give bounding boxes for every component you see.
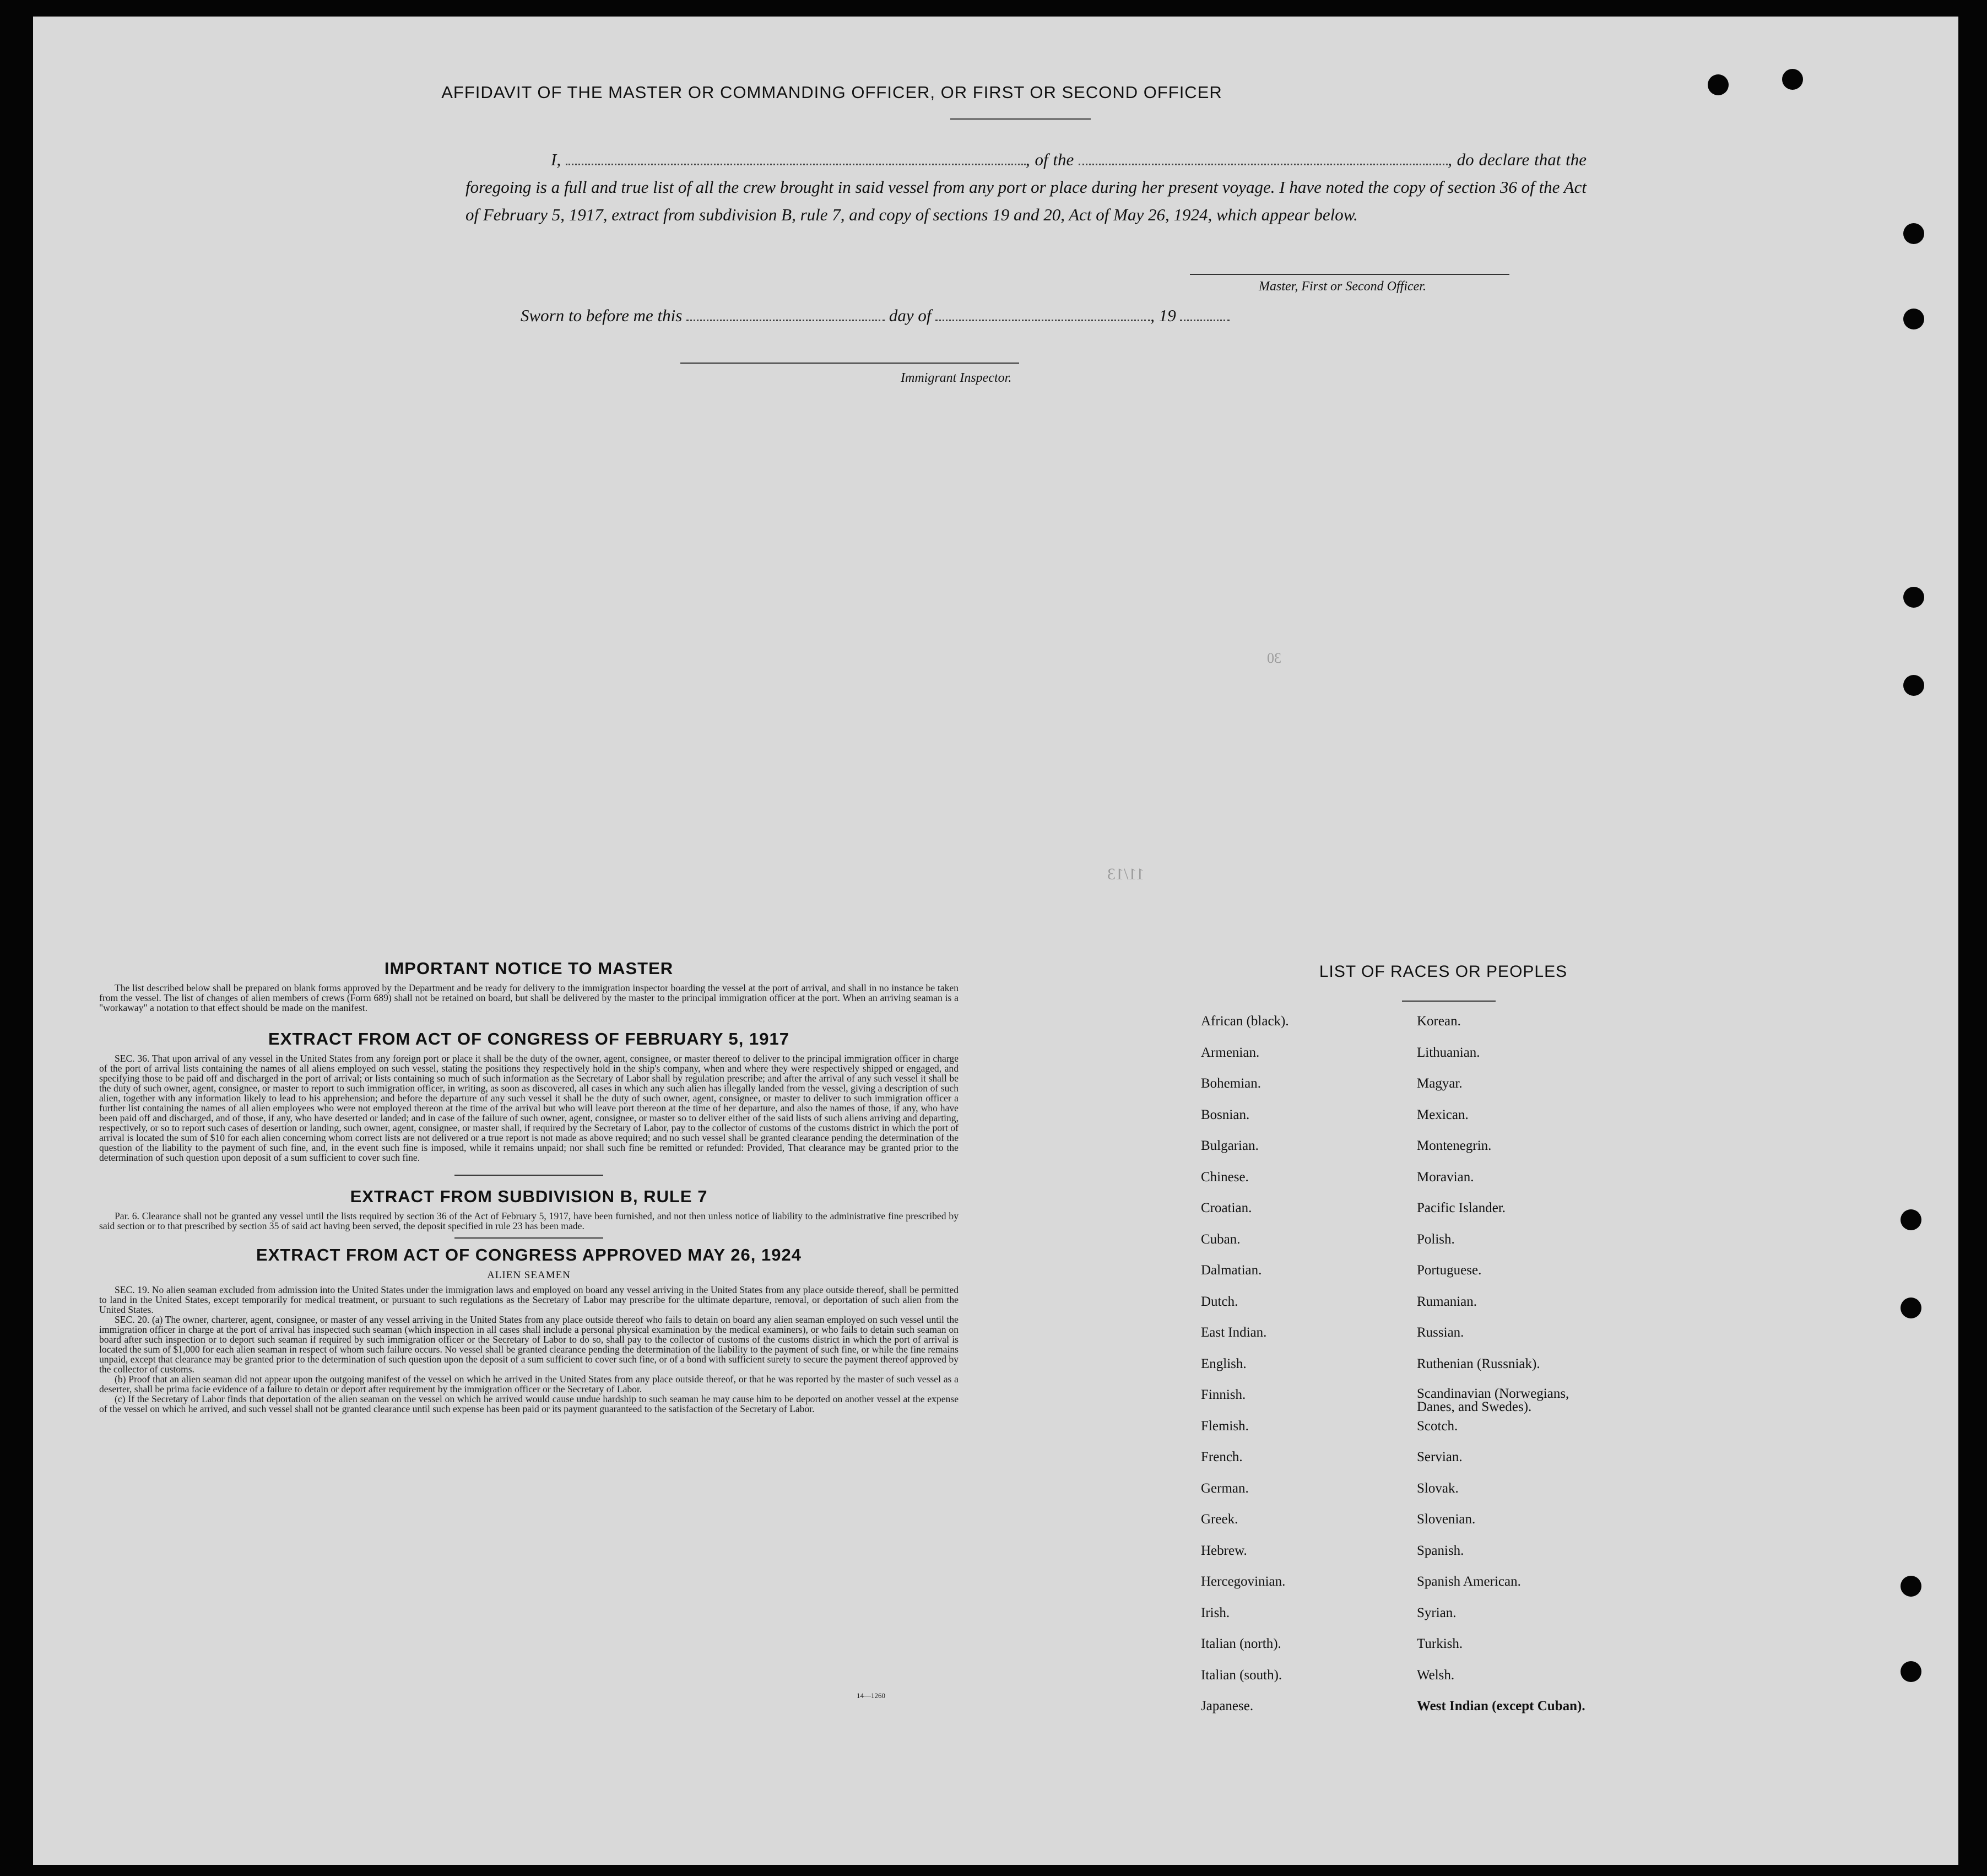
affidavit-statement: that the foregoing is a full and true list of all the crew brought in said vessel from any port or place during her present voyage. I have noted the copy of section 36 of the Act of February 5, 1917, extract from subdivision B, rule 7, and copy of sections 19 and 20, Act of May 26, 1924, which appear below. xyxy=(465,150,1587,224)
sworn-day-blank[interactable] xyxy=(686,306,885,321)
race-item: German. xyxy=(1201,1480,1249,1496)
notice-column xyxy=(99,959,959,1414)
sec20c-text: (c) If the Secretary of Labor finds that deportation of the alien seaman on the vessel on which he arrived would cause undue hardship to such seaman he may cause him to be deported on another vessel at the expense of the vessel on which he arrived, and such vessel shall not be granted clearance until such expense has been paid or its payment guaranteed to the satisfaction of the Secretary of Labor. xyxy=(99,1393,959,1414)
race-item: Dalmatian. xyxy=(1201,1263,1262,1278)
master-signature-label: Master, First or Second Officer. xyxy=(1259,279,1426,294)
punch-hole xyxy=(1903,223,1924,244)
race-item: Spanish American. xyxy=(1417,1574,1521,1589)
punch-hole xyxy=(1782,69,1803,90)
race-item: Italian (south). xyxy=(1201,1667,1282,1683)
race-item: Turkish. xyxy=(1417,1636,1463,1651)
race-item: Cuban. xyxy=(1201,1231,1241,1247)
faint-date: 11/13 xyxy=(1107,865,1145,883)
race-item: Syrian. xyxy=(1417,1605,1457,1620)
race-item: Hebrew. xyxy=(1201,1543,1247,1558)
punch-hole xyxy=(1903,309,1924,329)
inspector-label: Immigrant Inspector. xyxy=(901,371,1012,385)
race-item: Bulgarian. xyxy=(1201,1138,1259,1153)
race-item: Welsh. xyxy=(1417,1667,1455,1683)
punch-hole xyxy=(1708,74,1729,95)
race-item: Hercegovinian. xyxy=(1201,1574,1286,1589)
sec19-text: SEC. 19. No alien seaman excluded from admission into the United States under the immigration laws and employed on board any vessel arriving in the United States from any place outside thereof, shall be permitted to land in the United States, except temporarily for medical treatment, or pursuant to such regulations as the Secretary of Labor may prescribe for the ultimate departure, removal, or deportation of such alien from the United States. xyxy=(99,1284,959,1315)
sec20a-text: SEC. 20. (a) The owner, charterer, agent, consignee, or master of any vessel arriving in the United States from any place outside thereof who fails to detain on board any alien seaman employed on such vessel until the immigration officer in charge at the port of arrival has inspected such seaman (which inspection in all cases shall include a personal physical examination by the medical examiners), or who fails to detain such seaman on board after such inspection or to deport such seaman if required by such immigration officer or the Secretary of Labor to do so, shall pay to the collector of customs of the customs district in which the port of arrival is located the sum of $1,000 for each alien seaman in respect of whom such failure occurs. No vessel shall be granted clearance pending the determination of the liability to the payment of such fine, or while the fine remains unpaid, except that clearance may be granted prior to the determination of such question upon the deposit of a sum sufficient to cover such fine, or of a bond with sufficient surety to secure the payment thereof approved by the collector of customs. xyxy=(99,1314,959,1375)
of-the-label: , of the xyxy=(1025,150,1074,169)
race-item: Irish. xyxy=(1201,1605,1230,1620)
race-item: Flemish. xyxy=(1201,1418,1249,1434)
race-item: Rumanian. xyxy=(1417,1294,1477,1309)
sworn-label: Sworn to before me this xyxy=(521,306,683,325)
race-item: Bohemian. xyxy=(1201,1076,1261,1091)
race-item: French. xyxy=(1201,1450,1243,1464)
master-signature-line[interactable] xyxy=(1190,274,1509,275)
race-item: Magyar. xyxy=(1417,1076,1463,1091)
section-divider xyxy=(454,1237,603,1239)
faint-number: 30 xyxy=(1267,650,1281,666)
affidavit-body xyxy=(465,146,1587,229)
race-item: Mexican. xyxy=(1417,1107,1469,1122)
punch-hole xyxy=(1903,587,1924,608)
punch-hole xyxy=(1901,1209,1921,1230)
races-title-underline xyxy=(1402,1001,1496,1002)
race-item: Lithuanian. xyxy=(1417,1045,1480,1060)
race-item: Korean. xyxy=(1417,1014,1461,1029)
race-item: Slovak. xyxy=(1417,1480,1459,1496)
rule7-text: Par. 6. Clearance shall not be granted any vessel until the lists required by section 36 of the Act of February 5, 1917, have been furnished, and not then unless notice of liability to the administrative fine prescribed by said section or to that prescribed by section 35 of said act having been served, the deposit specified in rule 23 has been made. xyxy=(99,1210,959,1231)
extract-1924-title: EXTRACT FROM ACT OF CONGRESS APPROVED MAY 26, 1924 xyxy=(256,1245,802,1264)
race-item: Croatian. xyxy=(1201,1201,1252,1215)
title-underline xyxy=(950,118,1091,120)
race-item: Russian. xyxy=(1417,1325,1464,1340)
race-item: Scandinavian (Norwegians, Danes, and Swedes). xyxy=(1417,1386,1569,1414)
race-item: Montenegrin. xyxy=(1417,1138,1492,1153)
name-blank[interactable] xyxy=(566,150,1026,165)
race-item: Portuguese. xyxy=(1417,1263,1482,1278)
race-item: Servian. xyxy=(1417,1450,1463,1464)
race-item: Slovenian. xyxy=(1417,1512,1476,1527)
race-item: Italian (north). xyxy=(1201,1636,1281,1651)
form-page xyxy=(33,17,1958,1865)
race-item: Ruthenian (Russniak). xyxy=(1417,1356,1540,1371)
race-item: Polish. xyxy=(1417,1231,1455,1247)
inspector-signature-line[interactable] xyxy=(680,363,1019,364)
race-item: African (black). xyxy=(1201,1014,1289,1029)
year-label: , 19 xyxy=(1150,306,1176,325)
race-item: Dutch. xyxy=(1201,1294,1238,1309)
notice-text: The list described below shall be prepared on blank forms approved by the Department and be ready for delivery to the immigration inspector boarding the vessel at the port of arrival, and shall in no instance be taken from the vessel. The list of changes of alien members of crews (Form 689) shall not be retained on board, but shall be delivered by the master to the principal immigration officer at the port. When an arriving seaman is a "workaway" a notation to that effect should be made on the manifest. xyxy=(99,982,959,1013)
sworn-month-blank[interactable] xyxy=(935,306,1150,321)
do-declare-label: , do declare xyxy=(1448,150,1530,169)
punch-hole xyxy=(1901,1576,1921,1597)
race-item: Chinese. xyxy=(1201,1169,1249,1185)
punch-hole xyxy=(1901,1297,1921,1318)
race-item: Greek. xyxy=(1201,1512,1238,1527)
form-number: 14—1260 xyxy=(857,1691,885,1700)
race-item: Armenian. xyxy=(1201,1045,1260,1060)
rule7-title: EXTRACT FROM SUBDIVISION B, RULE 7 xyxy=(350,1187,708,1206)
alien-seamen-subtitle: ALIEN SEAMEN xyxy=(487,1269,571,1281)
extract-1917-text: SEC. 36. That upon arrival of any vessel in the United States from any foreign port or place it shall be the duty of the owner, agent, consignee, or master thereof to deliver to the principal immigration officer in charge of the port of arrival lists containing the names of all aliens employed on such vessel, stating the positions they respectively hold in the ship's company, when and where they were respectively shipped or engaged, and specifying those to be paid off and discharged in the port of arrival; or lists containing so much of such information as the Secretary of Labor shall by regulation prescribe; and after the arrival of any such vessel it shall be the duty of such owner, agent, consignee, or master to report to such immigration officer, in writing, as soon as discovered, all cases in which any such alien has illegally landed from the vessel, giving a description of such alien, together with any information likely to lead to his apprehension; and before the departure of any such vessel it shall be the duty of such owner, agent, consignee, or master to deliver to such immigration officer a further list containing the names of all alien employees who were not employed thereon at the time of the arrival but who will leave port thereon at the time of her departure, and also the names of those, if any, who have been paid off and discharged, and of those, if any, who have deserted or landed; and in case of the failure of such owner, agent, consignee, or master so to deliver either of the said lists of such aliens arriving and departing, respectively, or so to report such cases of desertion or landing, such owner, agent, consignee, or master shall, if required by the Secretary of Labor, pay to the collector of customs of the customs district in which the port of arrival is located the sum of $10 for each alien concerning whom correct lists are not delivered or a true report is not made as above required; and no such vessel shall be granted clearance pending the determination of the question of the liability to the payment of such fine, and, in the event such fine is imposed, while it remains unpaid; nor shall such fine be remitted or refunded: Provided, That clearance may be granted prior to the determination of such question upon deposit of a sum sufficient to cover such fine. xyxy=(99,1053,959,1163)
sworn-year-blank[interactable] xyxy=(1180,306,1230,321)
race-item: Scotch. xyxy=(1417,1418,1458,1434)
race-item: Moravian. xyxy=(1417,1169,1474,1185)
vessel-blank[interactable] xyxy=(1079,150,1448,165)
sworn-line xyxy=(521,306,1230,326)
section-divider xyxy=(454,1175,603,1176)
day-of-label: day of xyxy=(889,306,932,325)
extract-1917-title: EXTRACT FROM ACT OF CONGRESS OF FEBRUARY 5, 1917 xyxy=(268,1029,789,1048)
race-item: East Indian. xyxy=(1201,1325,1267,1340)
race-item: English. xyxy=(1201,1356,1247,1371)
notice-title: IMPORTANT NOTICE TO MASTER xyxy=(384,959,674,978)
race-item: Japanese. xyxy=(1201,1699,1254,1713)
race-item: Spanish. xyxy=(1417,1543,1464,1558)
races-list xyxy=(1201,1014,1697,1730)
race-item: Bosnian. xyxy=(1201,1107,1250,1122)
race-item: Finnish. xyxy=(1201,1387,1246,1402)
sec20b-text: (b) Proof that an alien seaman did not appear upon the outgoing manifest of the vessel on which he arrived in the United States from any place outside thereof, or that he was reported by the master of such vessel as a deserter, shall be prima facie evidence of a failure to detain or deport after requirement by the immigration officer or the Secretary of Labor. xyxy=(99,1374,959,1394)
punch-hole xyxy=(1903,675,1924,696)
i-label: I, xyxy=(551,150,561,169)
race-item: Pacific Islander. xyxy=(1417,1201,1506,1215)
affidavit-title: AFFIDAVIT OF THE MASTER OR COMMANDING OFFICER, OR FIRST OR SECOND OFFICER xyxy=(441,83,1222,102)
punch-hole xyxy=(1901,1661,1921,1682)
race-item: West Indian (except Cuban). xyxy=(1417,1699,1585,1713)
races-title: LIST OF RACES OR PEOPLES xyxy=(1319,963,1568,981)
